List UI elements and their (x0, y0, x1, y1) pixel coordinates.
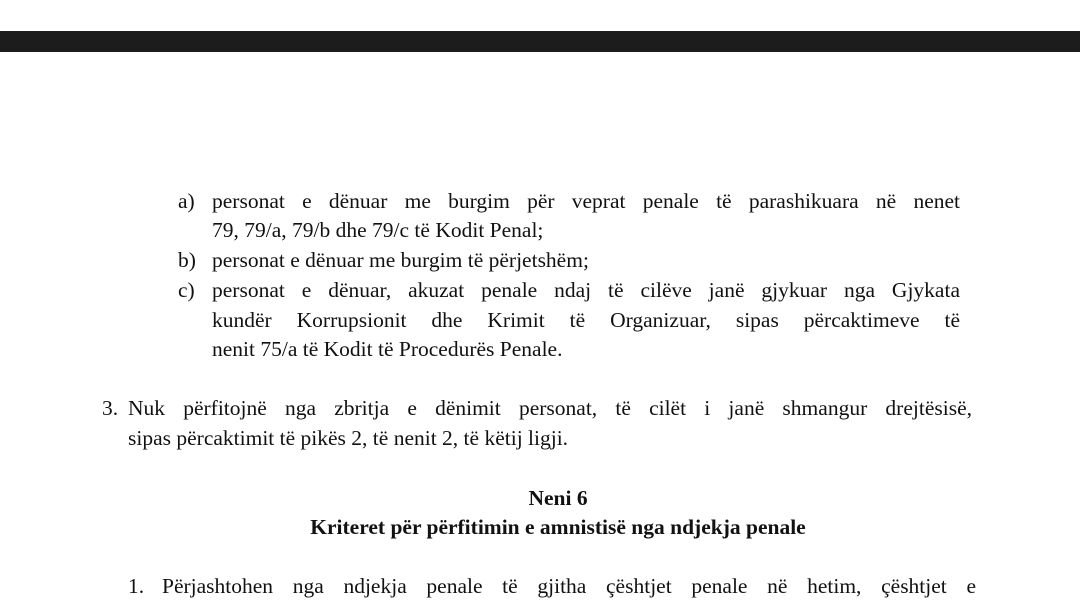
list-marker-b: b) (178, 248, 196, 272)
paragraph-3-line-1: Nuk përfitojnë nga zbritja e dënimit personat, të cilët i janë shmangur drejtësisë, (128, 396, 972, 420)
article-title: Kriteret për përfitimin e amnistisë nga ndjekja penale (310, 515, 806, 539)
list-marker-c: c) (178, 278, 195, 302)
article-heading: Neni 6 (528, 486, 588, 510)
top-dark-bar (0, 31, 1080, 52)
paragraph-3-number: 3. (102, 396, 119, 420)
paragraph-1-number: 1. (128, 574, 145, 598)
list-item-b-line-1: personat e dënuar me burgim të përjetshëm; (212, 248, 589, 272)
list-item-c-line-2: kundër Korrupsionit dhe Krimit të Organizuar, sipas përcaktimeve të (212, 308, 960, 332)
paragraph-3-line-2: sipas përcaktimit të pikës 2, të nenit 2, të këtij ligji. (128, 426, 569, 450)
paragraph-1-line-1: Përjashtohen nga ndjekja penale të gjitha çështjet penale në hetim, çështjet e (162, 574, 976, 598)
list-item-c-line-3: nenit 75/a të Kodit të Procedurës Penale. (212, 337, 563, 361)
list-item-c-line-1: personat e dënuar, akuzat penale ndaj të cilëve janë gjykuar nga Gjykata (212, 278, 960, 302)
list-marker-a: a) (178, 189, 195, 213)
list-item-a-line-1: personat e dënuar me burgim për veprat penale të parashikuara në nenet (212, 189, 960, 213)
list-item-a-line-2: 79, 79/a, 79/b dhe 79/c të Kodit Penal; (212, 218, 544, 242)
